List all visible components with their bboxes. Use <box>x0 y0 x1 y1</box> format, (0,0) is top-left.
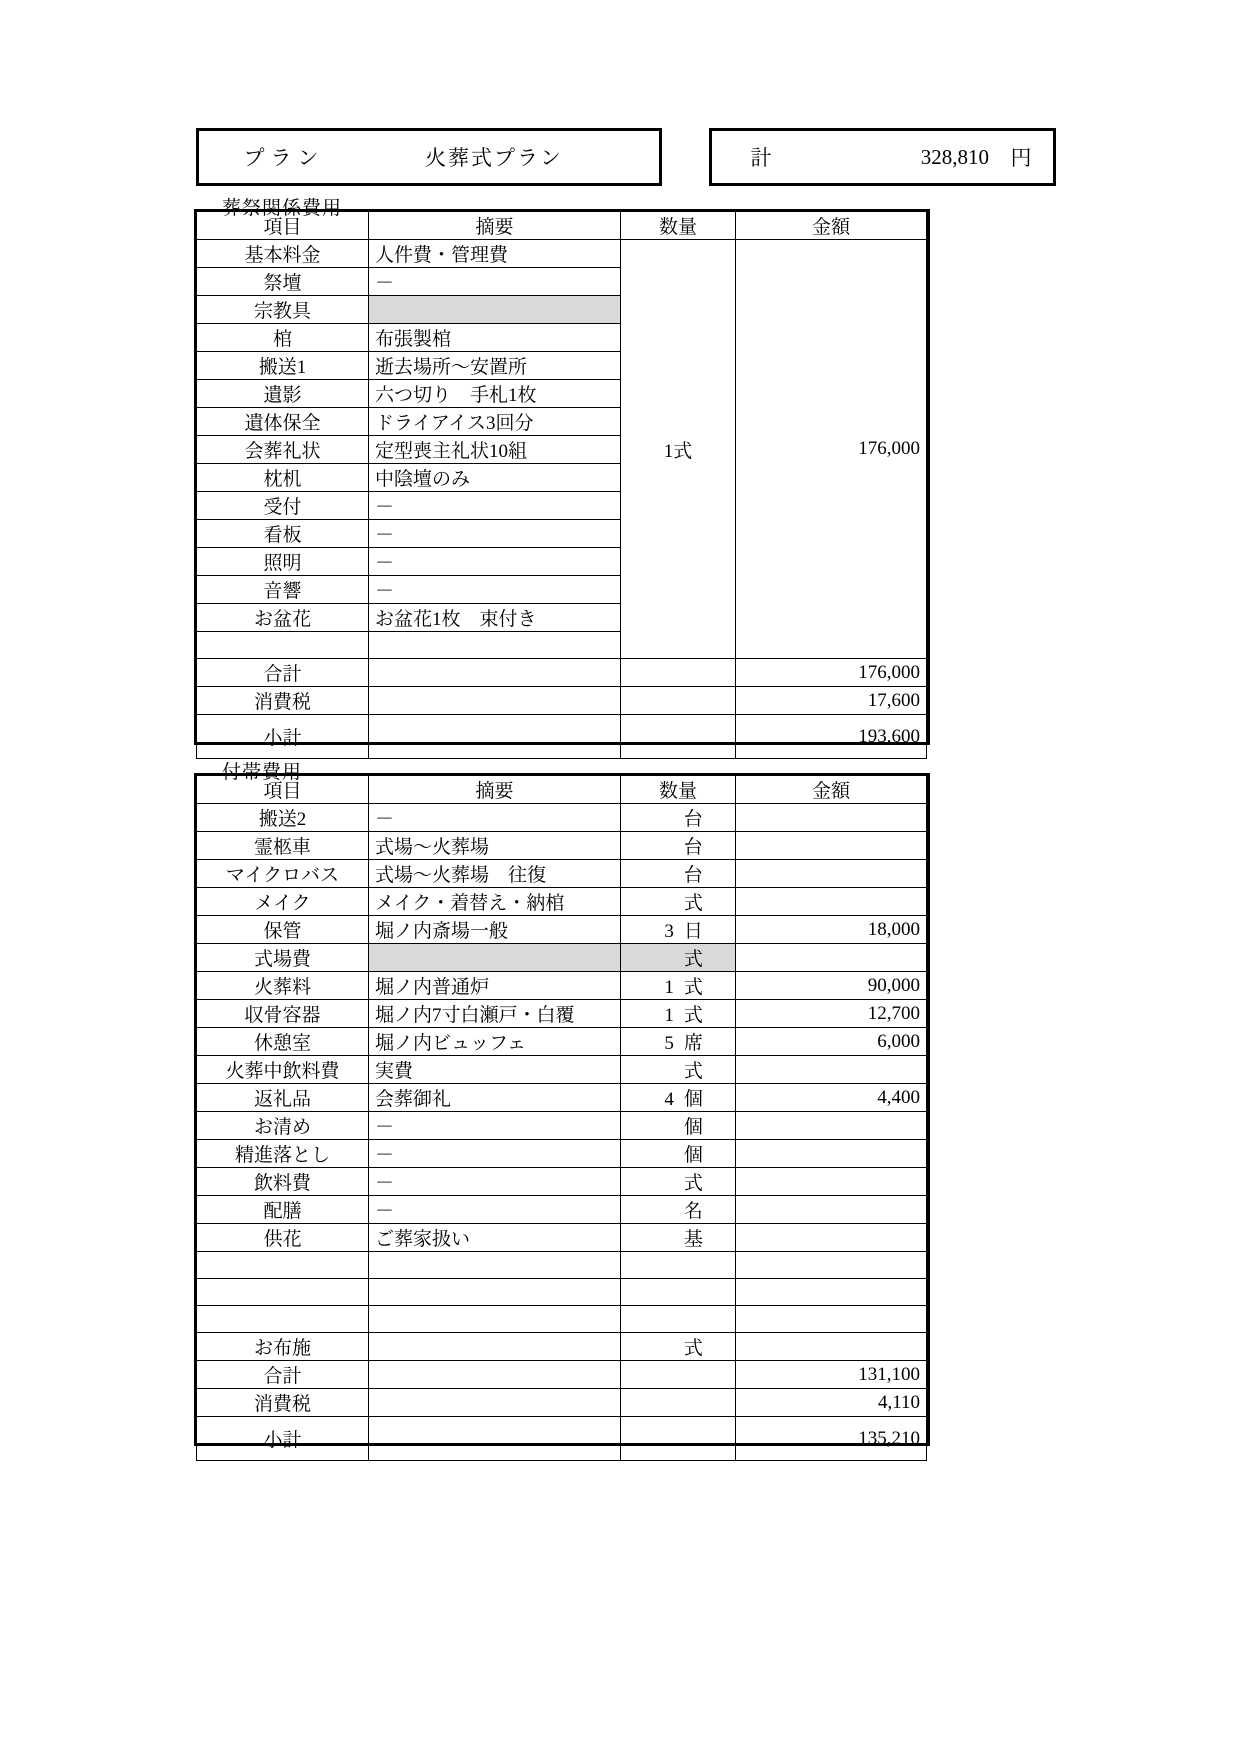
cell-item: 受付 <box>197 492 369 520</box>
cell-tax-amount: 4,110 <box>736 1389 927 1417</box>
cell-qty-unit: 式 <box>683 949 703 970</box>
table-row <box>197 1084 927 1112</box>
column-header-qty: 数量 <box>621 776 736 804</box>
cell-tax-amount: 17,600 <box>736 687 927 715</box>
cell-amount <box>736 804 927 832</box>
table-row <box>197 1306 927 1333</box>
cell-item: 保管 <box>197 916 369 944</box>
table-row <box>197 804 927 832</box>
cell-qty <box>621 1196 736 1224</box>
cell-desc <box>369 1306 621 1333</box>
cell-qty <box>621 1112 736 1140</box>
cell-item: 基本料金 <box>197 240 369 268</box>
cell-subtotal-amount: 135,210 <box>736 1417 927 1461</box>
cell-qty-unit: 基 <box>683 1229 703 1250</box>
cell-qty-unit: 式 <box>683 1173 703 1194</box>
column-header-amount: 金額 <box>736 776 927 804</box>
table-row <box>197 944 927 972</box>
cell-sum-qty <box>621 659 736 687</box>
table-row-subtotal <box>197 1417 927 1461</box>
cell-qty-unit: 席 <box>683 1033 703 1054</box>
cell-qty-number: 1 <box>664 977 674 998</box>
cell-desc: － <box>369 1112 621 1140</box>
cell-desc: 堀ノ内ビュッフェ <box>369 1028 621 1056</box>
cell-amount <box>736 1056 927 1084</box>
cell-item <box>197 1306 369 1333</box>
cell-subtotal-qty <box>621 715 736 759</box>
cell-item: 会葬礼状 <box>197 436 369 464</box>
column-header-desc: 摘要 <box>369 212 621 240</box>
table-row-tax <box>197 687 927 715</box>
cell-item: 収骨容器 <box>197 1000 369 1028</box>
cell-item <box>197 632 369 659</box>
header-row <box>196 128 1056 188</box>
table-row <box>197 1028 927 1056</box>
table-row-subtotal <box>197 715 927 759</box>
cell-desc: － <box>369 268 621 296</box>
plan-value: 火葬式プラン <box>425 146 563 170</box>
cell-amount: 6,000 <box>736 1028 927 1056</box>
cell-sum-amount: 176,000 <box>736 659 927 687</box>
cell-qty <box>621 1306 736 1333</box>
cell-qty <box>621 832 736 860</box>
cell-tax-qty <box>621 687 736 715</box>
cell-qty-unit: 式 <box>683 1061 703 1082</box>
cell-amount <box>736 1168 927 1196</box>
cell-desc <box>369 944 621 972</box>
cell-qty-number: 5 <box>664 1033 674 1054</box>
table-row <box>197 972 927 1000</box>
cell-desc: メイク・着替え・納棺 <box>369 888 621 916</box>
cell-desc: 人件費・管理費 <box>369 240 621 268</box>
cell-desc: － <box>369 1140 621 1168</box>
cell-subtotal-amount: 193,600 <box>736 715 927 759</box>
cell-desc: ご葬家扱い <box>369 1224 621 1252</box>
cell-desc: － <box>369 548 621 576</box>
cell-item: 火葬料 <box>197 972 369 1000</box>
cell-subtotal-label: 小計 <box>197 715 369 759</box>
table-row-tax <box>197 1389 927 1417</box>
cell-desc: 布張製棺 <box>369 324 621 352</box>
cell-item <box>197 1279 369 1306</box>
cell-qty <box>621 1333 736 1361</box>
cell-item: 搬送1 <box>197 352 369 380</box>
grand-total-label: 計 <box>750 146 772 170</box>
grand-total-value: 328,810 <box>920 144 989 169</box>
cell-item: 式場費 <box>197 944 369 972</box>
cell-desc: 堀ノ内普通炉 <box>369 972 621 1000</box>
column-header-amount: 金額 <box>736 212 927 240</box>
cell-amount <box>736 1252 927 1279</box>
column-header-item: 項目 <box>197 212 369 240</box>
cell-item: 看板 <box>197 520 369 548</box>
cell-item: 飲料費 <box>197 1168 369 1196</box>
cell-qty <box>621 1140 736 1168</box>
cell-desc: － <box>369 576 621 604</box>
cell-qty-unit: 日 <box>683 921 703 942</box>
cell-amount: 12,700 <box>736 1000 927 1028</box>
cell-item: 音響 <box>197 576 369 604</box>
cell-desc <box>369 1279 621 1306</box>
cell-qty-merged: 1式 <box>621 240 736 659</box>
table-row-sum <box>197 659 927 687</box>
cell-amount: 4,400 <box>736 1084 927 1112</box>
grand-total-unit: 円 <box>1010 146 1032 170</box>
cell-qty-unit: 式 <box>683 977 703 998</box>
table-row <box>197 1140 927 1168</box>
table-row <box>197 1168 927 1196</box>
cell-subtotal-label: 小計 <box>197 1417 369 1461</box>
cell-subtotal-desc <box>369 715 621 759</box>
cell-desc: ドライアイス3回分 <box>369 408 621 436</box>
cell-amount-merged: 176,000 <box>736 240 927 659</box>
table-row <box>197 1196 927 1224</box>
cell-item: マイクロバス <box>197 860 369 888</box>
cell-desc <box>369 632 621 659</box>
cell-amount <box>736 1279 927 1306</box>
cell-amount: 90,000 <box>736 972 927 1000</box>
cell-qty <box>621 1056 736 1084</box>
column-header-desc: 摘要 <box>369 776 621 804</box>
table-header-row <box>197 776 927 804</box>
cell-sum-desc <box>369 1361 621 1389</box>
section2-table <box>196 775 927 1461</box>
cell-qty-unit: 台 <box>683 837 703 858</box>
cell-qty-unit: 個 <box>683 1117 703 1138</box>
cell-desc: － <box>369 804 621 832</box>
table-row <box>197 1279 927 1306</box>
cell-tax-desc <box>369 1389 621 1417</box>
cell-subtotal-qty <box>621 1417 736 1461</box>
cell-item: 火葬中飲料費 <box>197 1056 369 1084</box>
cell-qty <box>621 1028 736 1056</box>
cell-item: 供花 <box>197 1224 369 1252</box>
table-header-row <box>197 212 927 240</box>
cell-item: 配膳 <box>197 1196 369 1224</box>
cell-qty-unit: 個 <box>683 1089 703 1110</box>
cell-qty-unit: 式 <box>683 1338 703 1359</box>
section1-caption: 葬祭関係費用 <box>222 198 343 219</box>
cell-qty <box>621 888 736 916</box>
table-row <box>197 860 927 888</box>
cell-sum-desc <box>369 659 621 687</box>
cell-item: 返礼品 <box>197 1084 369 1112</box>
cell-item: 休憩室 <box>197 1028 369 1056</box>
cell-sum-label: 合計 <box>197 1361 369 1389</box>
cell-desc: 実費 <box>369 1056 621 1084</box>
column-header-qty: 数量 <box>621 212 736 240</box>
cell-desc: 式場～火葬場 往復 <box>369 860 621 888</box>
cell-desc: 堀ノ内7寸白瀬戸・白覆 <box>369 1000 621 1028</box>
cell-tax-desc <box>369 687 621 715</box>
cell-tax-label: 消費税 <box>197 687 369 715</box>
table-row <box>197 832 927 860</box>
cell-qty-unit: 台 <box>683 809 703 830</box>
table-row <box>197 1056 927 1084</box>
cell-amount <box>736 944 927 972</box>
table-row <box>197 1252 927 1279</box>
cell-item: メイク <box>197 888 369 916</box>
cell-amount <box>736 888 927 916</box>
cell-qty <box>621 1084 736 1112</box>
cell-item: 遺影 <box>197 380 369 408</box>
table-row <box>197 916 927 944</box>
cell-item <box>197 1252 369 1279</box>
cell-qty <box>621 1168 736 1196</box>
cell-qty-unit: 式 <box>683 1005 703 1026</box>
cell-sum-qty <box>621 1361 736 1389</box>
cell-qty <box>621 1279 736 1306</box>
cell-item: 枕机 <box>197 464 369 492</box>
cell-qty-unit: 式 <box>683 893 703 914</box>
cell-amount <box>736 1140 927 1168</box>
cell-desc <box>369 1252 621 1279</box>
cell-qty-number: 1 <box>664 1005 674 1026</box>
cell-qty <box>621 972 736 1000</box>
cell-qty <box>621 860 736 888</box>
grand-total-box <box>709 128 1056 186</box>
cell-subtotal-desc <box>369 1417 621 1461</box>
cell-amount: 18,000 <box>736 916 927 944</box>
cell-desc: 六つ切り 手札1枚 <box>369 380 621 408</box>
cell-sum-amount: 131,100 <box>736 1361 927 1389</box>
cell-item: お布施 <box>197 1333 369 1361</box>
table-row <box>197 1112 927 1140</box>
cell-desc: 定型喪主礼状10組 <box>369 436 621 464</box>
cell-desc: 堀ノ内斎場一般 <box>369 916 621 944</box>
plan-label: プラン <box>243 146 325 170</box>
cell-qty-unit: 台 <box>683 865 703 886</box>
table-row <box>197 1224 927 1252</box>
cell-desc: 会葬御礼 <box>369 1084 621 1112</box>
plan-box <box>196 128 662 186</box>
cell-item: 搬送2 <box>197 804 369 832</box>
cell-amount <box>736 1196 927 1224</box>
cell-qty-unit: 名 <box>683 1201 703 1222</box>
cell-desc <box>369 1333 621 1361</box>
cell-amount <box>736 1306 927 1333</box>
cell-amount <box>736 860 927 888</box>
cell-item: 霊柩車 <box>197 832 369 860</box>
section2-caption: 付帯費用 <box>222 762 303 783</box>
cell-item: お盆花 <box>197 604 369 632</box>
table-row <box>197 240 927 268</box>
cell-desc: 逝去場所～安置所 <box>369 352 621 380</box>
cell-desc: － <box>369 1168 621 1196</box>
cell-qty <box>621 1252 736 1279</box>
section1-table <box>196 211 927 759</box>
cell-tax-qty <box>621 1389 736 1417</box>
cell-item: 祭壇 <box>197 268 369 296</box>
cell-qty-number: 3 <box>664 921 674 942</box>
cell-qty <box>621 1000 736 1028</box>
cell-item: お清め <box>197 1112 369 1140</box>
cell-amount <box>736 1224 927 1252</box>
column-header-item: 項目 <box>197 776 369 804</box>
cell-tax-label: 消費税 <box>197 1389 369 1417</box>
cell-qty <box>621 1224 736 1252</box>
cell-qty-number: 4 <box>664 1089 674 1110</box>
table-row <box>197 1000 927 1028</box>
cell-desc: － <box>369 520 621 548</box>
cell-desc <box>369 296 621 324</box>
table-row <box>197 888 927 916</box>
cell-desc: － <box>369 1196 621 1224</box>
cell-item: 精進落とし <box>197 1140 369 1168</box>
cell-qty <box>621 944 736 972</box>
cell-qty <box>621 916 736 944</box>
cell-desc: お盆花1枚 束付き <box>369 604 621 632</box>
table-row <box>197 1333 927 1361</box>
cell-amount <box>736 1333 927 1361</box>
cell-desc: 式場～火葬場 <box>369 832 621 860</box>
cell-item: 遺体保全 <box>197 408 369 436</box>
cell-qty <box>621 804 736 832</box>
cell-item: 照明 <box>197 548 369 576</box>
cell-desc: 中陰壇のみ <box>369 464 621 492</box>
cell-amount <box>736 832 927 860</box>
cell-item: 棺 <box>197 324 369 352</box>
cell-desc: － <box>369 492 621 520</box>
cell-sum-label: 合計 <box>197 659 369 687</box>
cell-amount <box>736 1112 927 1140</box>
cell-qty-unit: 個 <box>683 1145 703 1166</box>
cell-item: 宗教具 <box>197 296 369 324</box>
table-row-sum <box>197 1361 927 1389</box>
